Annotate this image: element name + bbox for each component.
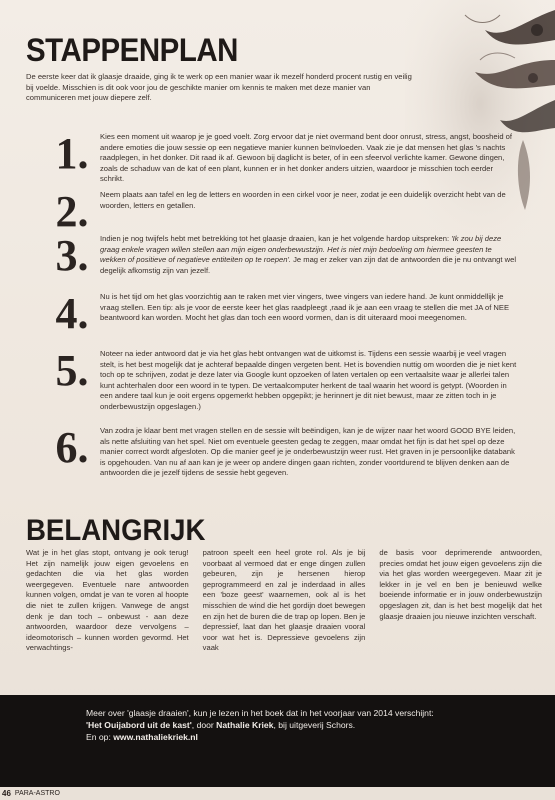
step-text: Noteer na ieder antwoord dat je via het glas hebt ontvangen wat de uitkomst is. Tijdens een sessie waarbij je veel vragen stelt, is het best mogelijk dat je achteraf bepaalde dingen vergeten bent. Het is bovendien nuttig om woorden die je niet kent toch op te schrijven, zodat je deze later via Google kunt opzoeken of laten vertalen op een vertaalsite waar je allerlei talen kunt achterhalen door een woord in te typen. De vertaalcomputer herkent de taal waarin het woord is getypt. (Woorden in een andere taal kun je ooit ergens opgemerkt hebben opgepikt; je herinnert je dit niet bewust, maar ze zitten toch in je onderbewustzijn opgeslagen.) [100, 349, 517, 411]
page-number: 46 [2, 788, 11, 798]
step-text: Kies een moment uit waarop je je goed voelt. Zorg ervoor dat je niet overmand bent door onrust, stress, angst, boosheid of andere emoties die jouw sessie op een negatieve manier kunnen beïnvloeden. Vaak zie je dat mensen het glas 's nachts raadplegen, in het donker. Dit raad ik af. Gewoon bij daglicht is beter, of in een sfeervol verlichte kamer. Gewone dingen, zoals de schaduw van de kat of een plant, kunnen er in het donker anders uitzien, waardoor je misschien toch eerder schrikt. [100, 132, 512, 184]
step-number: 6. [55, 423, 89, 472]
step-quote: 'Ik zou bij deze graag enkele vragen willen stellen aan mijn eigen onderbewustzijn. Het is niet mijn bedoeling om hiermee geesten te wekken of positieve of negatieve entiteiten op te roepen'. [100, 234, 502, 265]
promo-text [86, 707, 526, 743]
step-number: 5. [55, 346, 89, 395]
section-heading: BELANGRIJK [26, 514, 206, 547]
author-name: Nathalie Kriek [216, 720, 274, 730]
step-text [100, 234, 518, 278]
step-number: 4. [55, 289, 89, 338]
step-1 [52, 129, 522, 185]
promo-web-line [86, 731, 526, 743]
column-text: Wat je in het glas stopt, ontvang je ook terug! Het zijn namelijk jouw eigen gevoelens en gedachten die via het glas worden weergegeven. Eventuele nare antwoorden kunnen volgen, omdat je van te voren al hoopte die niet te zullen krijgen. Vanwege de angst denk je dan toch – onbewust - aan deze antwoorden, waardoor deze vervolgens – ideomotorisch – kunnen worden gevormd. Het verwachtings- [26, 548, 189, 653]
step-number: 3. [55, 231, 89, 280]
page-title: STAPPENPLAN [26, 32, 238, 68]
promo-sep: , door [191, 720, 217, 730]
website-link[interactable]: www.nathaliekriek.nl [113, 732, 198, 742]
book-title: 'Het Ouijabord uit de kast' [86, 720, 192, 730]
step-5 [52, 346, 522, 413]
step-number: 2. [55, 187, 89, 236]
step-text-part: Indien je nog twijfels hebt met betrekking tot het glaasje draaien, kan je het volgende hardop uitspreken: [100, 234, 452, 243]
step-2 [52, 187, 522, 236]
publisher-text: , bij uitgeverij Schors. [273, 720, 356, 730]
important-columns [26, 548, 542, 654]
column-text: patroon speelt een heel grote rol. Als je bij voorbaat al vermoed dat er enge dingen zullen gebeuren, zijn je hersenen hierop geprogrammeerd en zal je inderdaad in alles een 'boze geest' waarnemen, ook al is het misschien de wind die het gordijn doet bewegen en zijn het de buren die de trap op lopen. Ben je depressief, laat dan het glaasje draaien vooral voor wat het is. Depressieve gevoelens zijn vaak [202, 548, 366, 653]
step-6 [52, 423, 522, 479]
promo-line: Meer over 'glaasje draaien', kun je lezen in het boek dat in het voorjaar van 2014 verschijnt: [86, 708, 434, 718]
step-text: Nu is het tijd om het glas voorzichtig aan te raken met vier vingers, twee vingers van iedere hand. Je kunt onmiddellijk je vraag stellen. Een tip: als je voor de eerste keer het glas raadpleegt ,raad ik je aan een vraag te stellen die met JA of NEE beantwoord kan worden. Mocht het glas dan toch een woord vormen, dan is dit uiteraard mooi meegenomen. [100, 292, 510, 323]
step-text-part: Je mag er zeker van zijn dat de antwoorden die je nu ontvangt wel degelijk afkomstig zijn van jezelf. [100, 255, 517, 275]
intro-paragraph: De eerste keer dat ik glaasje draaide, ging ik te werk op een manier waar ik mezelf honderd procent rustig en veilig bij voelde. Misschien is dit ook voor jou de geschikte manier om kennis te maken met deze manier van communiceren met jouw diepere zelf. [26, 72, 412, 103]
step-text: Van zodra je klaar bent met vragen stellen en de sessie wilt beëindigen, kan je de wijzer naar het woord GOOD BYE leiden, als nette afsluiting van het spel. Niet om eventuele geesten gedag te zeggen, maar omdat het fijn is dat het spel op deze manier correct wordt afgesloten. Op die manier geef je je onderbewustzijn weer rust. Het graven in je persoonlijke databank is opgehouden. Van nu af aan kan je je weer op andere dingen gaan richten, zonder voortdurend te blijven denken aan de antwoorden die je jezelf tijdens de sessie hebt gegeven. [100, 426, 516, 478]
column-text: de basis voor deprimerende antwoorden, precies omdat het jouw eigen gevoelens zijn die via het glas worden weergegeven. Maar zit je lekker in je vel en ben je benieuwd welke boeiende informatie er in jouw onderbewustzijn opgeslagen zit, dan is het best mogelijk dat het glaasje draaien jou nieuwe inzichten verschaft. [379, 548, 543, 621]
step-4 [52, 289, 522, 338]
step-number: 1. [55, 129, 89, 178]
magazine-name: PARA-ASTRO [14, 789, 60, 797]
page-footer [0, 786, 555, 800]
web-label: En op: [86, 732, 114, 742]
step-3 [52, 231, 522, 280]
book-promo-banner [0, 695, 555, 787]
step-text: Neem plaats aan tafel en leg de letters en woorden in een cirkel voor je neer, zodat je een duidelijk overzicht hebt van de woorden, letters en getallen. [100, 190, 506, 210]
promo-book-line [86, 719, 526, 731]
